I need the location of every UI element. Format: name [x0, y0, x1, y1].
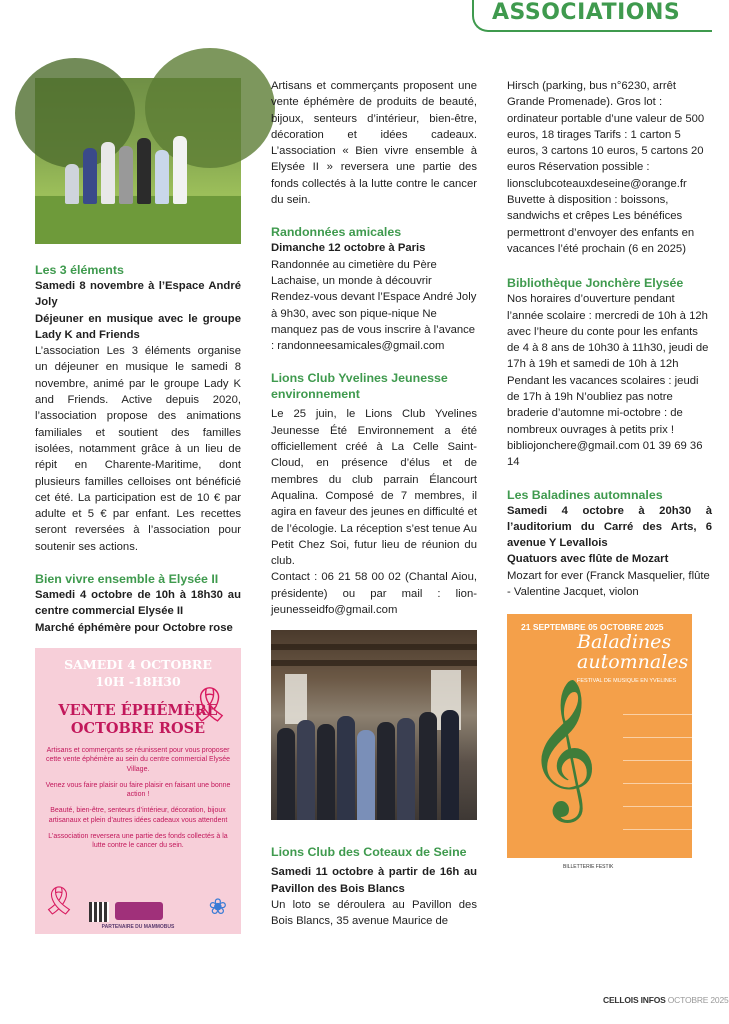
poster-date: SAMEDI 4 OCTOBRE — [64, 656, 212, 672]
octobre-rose-poster — [35, 648, 241, 934]
section-title-3-elements: Les 3 éléments — [35, 263, 124, 277]
page-footer — [603, 995, 729, 1005]
event-body: Un loto se déroulera au Pavillon des Bois Blancs, 35 avenue Maurice de — [271, 898, 477, 928]
event-date: Samedi 8 novembre à l’Espace André Joly — [35, 280, 241, 309]
event-date: Dimanche 12 octobre à Paris — [271, 242, 426, 255]
event-body: Nos horaires d’ouverture pendant l’année scolaire : mercredi de 10h à 12h avec l’heure du conte pour les enfants de 4 à 8 ans de 10h30 à 11h30, jeudi de 17h à 19h et samedi de 10h à 12h Pendant les vacances scolaires : jeudi de 17h à 19h N’oubliez pas notre braderie d’automne mi-octobre : de nombreux ouvrages à petits prix ! bibliojonchere@gmail.com 01 39 69 36 14 — [507, 293, 709, 469]
poster-dates: 21 SEPTEMBRE 05 OCTOBRE 2025 — [521, 622, 664, 633]
footer-brand: CELLOIS INFOS — [603, 995, 666, 1005]
poster-title: Baladines automnales — [577, 631, 689, 674]
section-title-bibliotheque: Bibliothèque Jonchère Elysée — [507, 276, 684, 291]
mammobus-icon — [115, 902, 163, 920]
pink-ribbon-icon: 🎗 — [187, 684, 231, 725]
poster-footer: PARTENAIRE DU MAMMOBUS — [101, 923, 175, 930]
section-title-baladines: Les Baladines automnales — [507, 487, 663, 502]
baladines-poster — [507, 614, 692, 896]
section-title-lions-jeunesse: Lions Club Yvelines Jeunesse environnement — [271, 371, 448, 402]
event-subtitle: Quatuors avec flûte de Mozart — [507, 553, 669, 566]
section-banner — [472, 0, 712, 32]
event-subtitle: Déjeuner en musique avec le groupe Lady K and Friends — [35, 312, 241, 341]
pink-ribbon-icon: 🎗 — [41, 883, 77, 917]
event-date: Samedi 11 octobre à partir de 16h au Pavillon des Bois Blancs — [271, 866, 477, 895]
footer-issue: OCTOBRE 2025 — [667, 995, 729, 1005]
poster-text: L’association reversera une partie des fonds collectés à la lutte contre le cancer du sein. — [48, 833, 228, 850]
poster-text: Artisans et commerçants se réunissent pour vous proposer cette vente éphémère au sein du centre commercial Elysée Village. — [45, 746, 231, 773]
section-title-bien-vivre: Bien vivre ensemble à Elysée II — [35, 572, 219, 587]
column-3 — [507, 78, 712, 978]
poster-hours: 10H -18H30 — [95, 673, 181, 689]
poster-title-1: VENTE ÉPHÉMÈRE — [58, 701, 218, 719]
banner-title: ASSOCIATIONS — [492, 0, 681, 25]
event-body: Le 25 juin, le Lions Club Yvelines Jeunesse Été Environnement a été officiellement créé à La Celle Saint-Cloud, en présence d’élus et de membres du club parrain Élancourt Aqualina. Composé de 7 membres, il agira en faveur des jeunes en difficulté et de l’écologie. La réception s’est tenue Au Petit Chez Soi, futur lieu de réunion du club. — [271, 408, 477, 568]
poster-subtitle: FESTIVAL DE MUSIQUE EN YVELINES — [577, 678, 677, 685]
continued-text: Artisans et commerçants proposent une vente éphémère de produits de beauté, bijoux, senteurs d’intérieur, bien-être, décoration et idées cadeaux. L’association « Bien vivre ensemble à Elysée II » reversera une partie des fonds collectés à la lutte contre le cancer du sein. — [271, 80, 477, 207]
section-title-randonnees: Randonnées amicales — [271, 225, 402, 240]
section-title-lions-coteaux: Lions Club des Coteaux de Seine — [271, 845, 467, 860]
column-2 — [271, 78, 477, 930]
event-contact: Contact : 06 21 58 00 02 (Chantal Aiou, présidente) ou par mail : lion-jeunesseidfo@gmail.com — [271, 571, 477, 617]
group-photo — [35, 78, 241, 244]
event-body: L’association Les 3 éléments organise un déjeuner en musique le samedi 8 novembre, animé par le groupe Lady K and Friends. Active depuis 2020, l’association propose des animations familiales et soutient des familles isolées, notamment grâce à un lieu de répit en Charente-Maritime, dont plusieurs familles celloises ont bénéficié cet été. La participation est de 10 € par adulte et 5 € par enfant. Les recettes seront reversées à l’association pour soutenir ses actions. — [35, 345, 241, 553]
continued-text: Hirsch (parking, bus n°6230, arrêt Grande Promenade). Gros lot : ordinateur portable d’une valeur de 500 euros, 18 tirages Tarifs : 1 carton 5 euros, 3 cartons 10 euros, 5 cartons 20 euros Réservation possible : lionsclubcoteauxdeseine@orange.fr Buvette à disposition : boissons, sandwichs et crêpes Les bénéfices permettront d’envoyer des enfants en vacances l’été prochain (6 en 2025) — [507, 80, 705, 255]
treble-clef-icon: 𝄞 — [527, 678, 598, 818]
lotus-logo-icon: ❀ — [208, 893, 227, 919]
poster-title-2: OCTOBRE ROSE — [70, 719, 206, 737]
lions-club-group-photo — [271, 630, 477, 820]
poster-text: Venez vous faire plaisir ou faire plaisir en faisant une bonne action ! — [45, 781, 231, 799]
poster-text: Beauté, bien-être, senteurs d’intérieur, décoration, bijoux artisanaux et plein d’autres idées cadeaux vous attendent — [48, 807, 228, 824]
event-body: Randonnée au cimetière du Père Lachaise, un monde à découvrir Rendez-vous devant l’Espace André Joly à 9h30, avec son pique-nique Ne manquez pas de vous inscrire à l’avance : randonneesamicales@gmail.com — [271, 258, 477, 353]
qr-code-icon — [89, 902, 109, 922]
event-date: Samedi 4 octobre de 10h à 18h30 au centre commercial Elysée II — [35, 589, 241, 618]
event-subtitle: Marché éphémère pour Octobre rose — [35, 621, 233, 634]
event-body: Mozart for ever (Franck Masquelier, flûte - Valentine Jacquet, violon — [507, 569, 710, 599]
poster-billetterie: BILLETTERIE FESTIK — [563, 864, 614, 871]
column-1 — [35, 78, 241, 934]
event-date: Samedi 4 octobre à 20h30 à l’auditorium du Carré des Arts, 6 avenue Y Levallois — [507, 504, 712, 550]
